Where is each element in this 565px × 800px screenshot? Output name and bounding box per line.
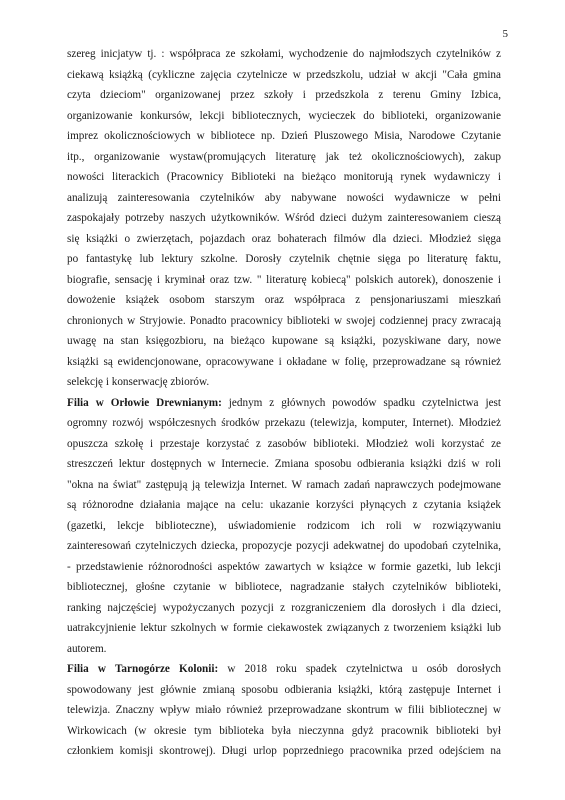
text-line <box>67 311 501 332</box>
line-text: selekcję i konserwację zbiorów. <box>67 376 210 388</box>
line-text: jednym z głównych powodów spadku czytelnictwa jest <box>221 396 501 409</box>
text-line <box>67 618 501 639</box>
text-line <box>67 126 501 147</box>
line-text: Wirkowicach (w okresie tym biblioteka była nieczynna gdyż pracownik biblioteki był <box>67 724 501 737</box>
text-line <box>67 147 501 168</box>
text-line <box>67 393 501 414</box>
line-text: itp., organizowanie wystaw(promujących literaturę jak też okolicznościowych), zakup <box>67 150 501 163</box>
line-text: ranking najczęściej wypożyczanych pozycji z rozgraniczeniem dla dorosłych i dla dzieci, <box>67 601 501 614</box>
text-line <box>67 639 501 660</box>
text-line <box>67 290 501 311</box>
text-line <box>67 352 501 373</box>
line-text: dowożenie książek osobom starszym oraz współpraca z pensjonariuszami mieszkań <box>67 294 501 306</box>
text-line <box>67 249 501 270</box>
line-text: zaspokajały potrzeby naszych użytkowników. Wśród dzieci dużym zainteresowaniem cieszą <box>67 212 501 224</box>
text-line <box>67 44 501 65</box>
line-text: organizowanie konkursów, lekcji bibliotecznych, wycieczek do biblioteki, organizowanie <box>67 109 501 122</box>
line-text: uatrakcyjnienie lektur szkolnych w formie ciekawostek związanych z tworzeniem książki lub <box>67 622 501 634</box>
section-heading: Filia w Tarnogórze Kolonii: <box>67 663 219 675</box>
line-text: są różnorodne działania mające na celu: ukazanie korzyści płynących z czytania książek <box>67 499 501 511</box>
text-line <box>67 475 501 496</box>
line-text: telewizja. Znaczny wpływ miało również przeprowadzane skontrum w filii bibliotecznej w <box>67 704 501 716</box>
line-text: czyta dzieciom" organizowanej przez szkoły i przedszkola z terenu Gminy Izbica, <box>67 89 501 101</box>
line-text: - przedstawienie różnorodności aspektów zawartych w książce w formie gazetki, lub lekcji <box>67 560 501 573</box>
line-text: po fantastykę lub lektury szkolne. Dorosły czytelnik chętnie sięga po literaturę faktu, <box>67 253 501 265</box>
text-line <box>67 577 501 598</box>
page-number: 5 <box>502 28 508 40</box>
line-text: biografie, sensację i kryminał oraz tzw. " literaturę kobiecą" polskich autorek), donoszenie i <box>67 273 501 286</box>
text-line <box>67 721 501 742</box>
line-text: analizują zainteresowania czytelników aby nabywane nowości wydawnicze w pełni <box>67 191 501 204</box>
line-text: opuszcza szkołę i przestaje korzystać z zasobów biblioteki. Młodzież woli korzystać ze <box>67 437 501 450</box>
text-line <box>67 434 501 455</box>
line-text: nowości literackich (Pracownicy Biblioteki na bieżąco monitorują rynek wydawniczy i <box>67 171 501 183</box>
line-text: ogromny rozwój współczesnych środków przekazu (telewizja, komputer, Internet). Młodzież <box>67 417 501 429</box>
text-line <box>67 372 501 393</box>
text-line <box>67 106 501 127</box>
text-line <box>67 413 501 434</box>
text-line <box>67 680 501 701</box>
line-text: chronionych w Stryjowie. Ponadto pracownicy biblioteki w swojej codziennej pracy zwracają <box>67 314 501 327</box>
line-text: w 2018 roku spadek czytelnictwa u osób dorosłych <box>218 663 502 675</box>
document-body <box>67 44 501 762</box>
line-text: zainteresowań czytelniczych dziecka, propozycje pozycji adekwatnej do upodobań czytelnika, <box>67 540 501 552</box>
line-text: książki są ewidencjonowane, opracowywane i okładane w folię, przeprowadzane są również <box>67 355 501 368</box>
text-line <box>67 516 501 537</box>
line-text: autorem. <box>67 642 107 655</box>
text-line <box>67 167 501 188</box>
text-line <box>67 598 501 619</box>
line-text: szereg inicjatyw tj. : współpraca ze szkołami, wychodzenie do najmłodszych czytelników z <box>67 48 501 60</box>
text-line <box>67 188 501 209</box>
text-line <box>67 65 501 86</box>
line-text: ciekawą książką (cykliczne zajęcia czytelnicze w przedszkolu, udział w akcji "Cała gmina <box>67 68 501 81</box>
text-line <box>67 700 501 721</box>
line-text: uwagę na stan księgozbioru, na bieżąco kupowane są książki, pozyskiwane dary, nowe <box>67 335 501 347</box>
line-text: (gazetki, lekcje biblioteczne), uświadomienie rodzicom ich roli w rozwiązywaniu <box>67 519 501 532</box>
text-line <box>67 208 501 229</box>
text-line <box>67 557 501 578</box>
text-line <box>67 270 501 291</box>
line-text: spowodowany jest głównie zmianą sposobu odbierania książki, którą zastępuje Internet i <box>67 683 501 696</box>
text-line <box>67 454 501 475</box>
text-line <box>67 495 501 516</box>
text-line <box>67 659 501 680</box>
text-line <box>67 741 501 762</box>
text-line <box>67 331 501 352</box>
text-line <box>67 229 501 250</box>
line-text: "okna na świat" zastępują ją telewizja Internet. W ramach zadań naprawczych podejmowane <box>67 478 501 491</box>
section-heading: Filia w Orłowie Drewnianym: <box>67 396 222 409</box>
text-line <box>67 536 501 557</box>
line-text: bibliotecznej, głośne czytanie w bibliotece, nagradzanie stałych czytelników biblioteki, <box>67 581 501 593</box>
line-text: członkiem komisji skontrowej). Długi urlop poprzedniego pracownika przed odejściem na <box>67 745 501 757</box>
line-text: się książki o zwierzętach, pojazdach oraz bohaterach filmów dla dzieci. Młodzież sięga <box>67 232 501 245</box>
line-text: imprez okolicznościowych w bibliotece np. Dzień Pluszowego Misia, Narodowe Czytanie <box>67 130 501 142</box>
line-text: streszczeń lektur dostępnych w Internecie. Zmiana sposobu odbierania książki dziś w roli <box>67 458 501 470</box>
text-line <box>67 85 501 106</box>
